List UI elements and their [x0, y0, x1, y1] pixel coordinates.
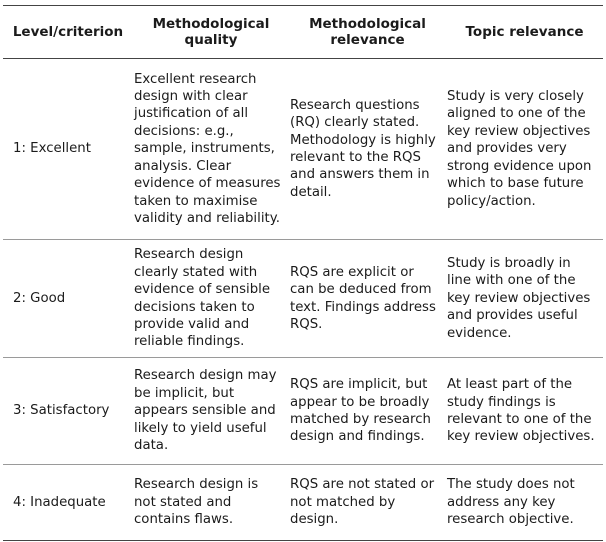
header-level: Level/criterion [3, 6, 133, 59]
relevance-cell: RQS are not stated or not matched by design. [289, 465, 446, 541]
level-cell: 3: Satisfactory [3, 358, 133, 465]
quality-cell: Excellent research design with clear justification of all decisions: e.g., sample, instruments, analysis. Clear evidence of measures taken to maximise validity and reliability. [133, 59, 289, 240]
header-row [3, 6, 603, 59]
quality-cell: Research design may be implicit, but appears sensible and likely to yield useful data. [133, 358, 289, 465]
table-header [3, 6, 603, 59]
quality-cell: Research design is not stated and contains flaws. [133, 465, 289, 541]
table-row [3, 358, 603, 465]
table-row [3, 465, 603, 541]
relevance-cell: RQS are implicit, but appear to be broadly matched by research design and findings. [289, 358, 446, 465]
quality-cell: Research design clearly stated with evidence of sensible decisions taken to provide valid and reliable findings. [133, 240, 289, 358]
topic-cell: Study is broadly in line with one of the key review objectives and provides useful evidence. [446, 240, 603, 358]
table-body [3, 59, 603, 541]
topic-cell: The study does not address any key research objective. [446, 465, 603, 541]
table-row [3, 59, 603, 240]
header-methodological-quality: Methodological quality [133, 6, 289, 59]
relevance-cell: Research questions (RQ) clearly stated. Methodology is highly relevant to the RQS and answers them in detail. [289, 59, 446, 240]
table-row [3, 240, 603, 358]
criteria-table [3, 5, 603, 541]
header-topic-relevance: Topic relevance [446, 6, 603, 59]
level-cell: 4: Inadequate [3, 465, 133, 541]
level-cell: 2: Good [3, 240, 133, 358]
header-methodological-relevance: Methodological relevance [289, 6, 446, 59]
topic-cell: Study is very closely aligned to one of the key review objectives and provides very strong evidence upon which to base future policy/action. [446, 59, 603, 240]
relevance-cell: RQS are explicit or can be deduced from text. Findings address RQS. [289, 240, 446, 358]
level-cell: 1: Excellent [3, 59, 133, 240]
topic-cell: At least part of the study findings is relevant to one of the key review objectives. [446, 358, 603, 465]
